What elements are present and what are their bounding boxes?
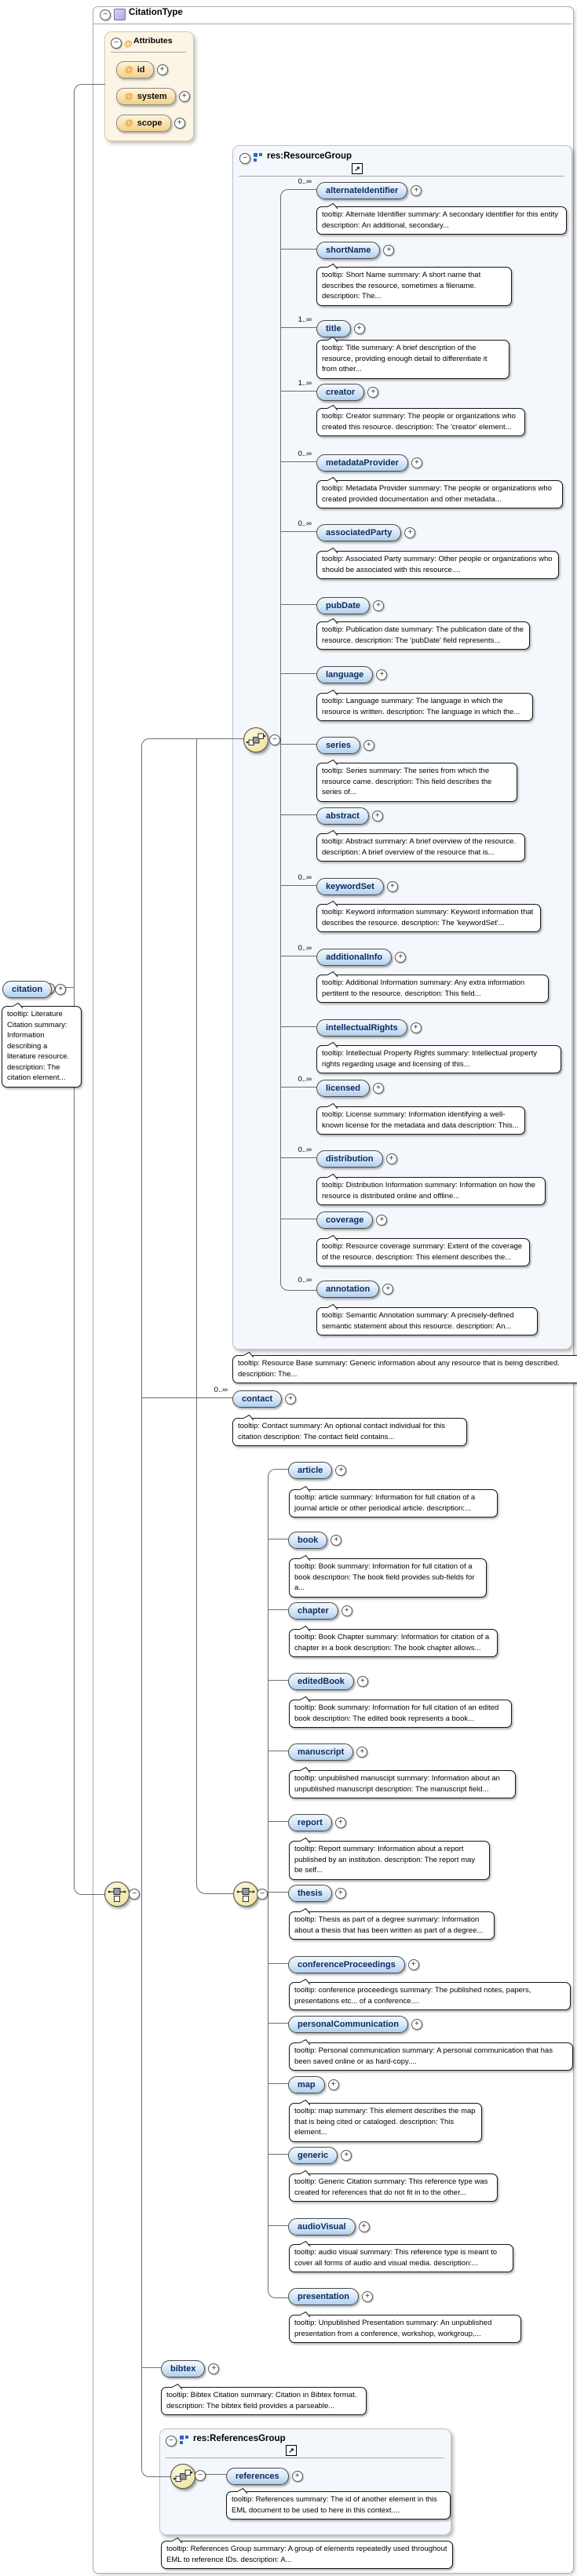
element-pill-presentation-label: presentation [298, 2292, 350, 2301]
attribute-pill-scope[interactable] [116, 115, 171, 132]
attribute-icon [124, 36, 133, 50]
tooltip-bubble: tooltip: Personal communication summary: A personal communication that has been saved online or as hard-copy.... [289, 2042, 573, 2071]
connector-line [141, 2367, 161, 2368]
element-pill-chapter-row [288, 1602, 352, 1620]
element-pill-licensed-label: licensed [326, 1084, 361, 1093]
expand-icon[interactable] [362, 2291, 373, 2302]
occurrence-label: 0..∞ [298, 1075, 312, 1084]
element-pill-thesis[interactable] [288, 1885, 332, 1902]
tooltip-bubble: tooltip: Book summary: Information for full citation of a book description: The book field provides sub-fields for a... [289, 1558, 487, 1598]
sequence-compositor-icon [104, 1882, 130, 1907]
element-pill-map-row [288, 2076, 339, 2093]
element-pill-alternateIdentifier-row [316, 182, 422, 199]
expand-icon[interactable] [335, 1465, 346, 1476]
tooltip-bubble: tooltip: Book summary: Information for full citation of an edited book description: The edited book represents a book... [289, 1700, 512, 1728]
attribute-pill-id-label: id [137, 65, 145, 75]
element-pill-abstract-label: abstract [326, 811, 360, 821]
element-pill-pubDate[interactable] [316, 597, 370, 614]
occurrence-label: 0..∞ [298, 1146, 312, 1154]
connector-line [74, 84, 105, 1895]
collapse-attributes-icon[interactable] [111, 38, 122, 49]
connector-line [280, 604, 316, 605]
tooltip-bubble: tooltip: Abstract summary: A brief overview of the resource. description: A brief overview of the resource that is... [316, 833, 525, 862]
open-resource-group-icon[interactable] [352, 163, 363, 174]
collapse-choice-icon[interactable] [257, 1889, 268, 1900]
tooltip-bubble: tooltip: Generic Citation summary: This reference type was created for references that do not fit in to the other... [289, 2173, 498, 2202]
tooltip-bubble: tooltip: Intellectual Property Rights summary: Intellectual property rights regarding usage and licensing of this... [316, 1045, 561, 1073]
expand-icon[interactable] [367, 387, 378, 398]
expand-icon[interactable] [376, 1215, 387, 1226]
expand-icon[interactable] [157, 64, 168, 75]
expand-icon[interactable] [411, 457, 422, 468]
citation-type-title: CitationType [129, 8, 183, 17]
element-pill-references-row [226, 2468, 303, 2485]
attribute-pill-scope-row [116, 115, 185, 132]
connector-line [268, 2083, 288, 2084]
element-pill-conferenceProceedings-label: conferenceProceedings [298, 1960, 396, 1969]
element-pill-audioVisual-row [288, 2218, 370, 2235]
expand-icon[interactable] [357, 1676, 368, 1687]
tooltip-bubble: tooltip: Thesis as part of a degree summary: Information about a thesis that has been written as part of a degree... [289, 1911, 495, 1940]
element-pill-annotation-label: annotation [326, 1284, 371, 1294]
expand-icon[interactable] [395, 952, 406, 963]
expand-icon[interactable] [411, 1022, 422, 1033]
expand-icon[interactable] [372, 811, 383, 822]
element-pill-shortName-row [316, 242, 394, 259]
tooltip-bubble: tooltip: Unpublished Presentation summary: An unpublished presentation from a conference, workshop, workgroup,... [289, 2315, 521, 2343]
element-pill-personalCommunication[interactable] [288, 2016, 408, 2033]
element-pill-pubDate-label: pubDate [326, 601, 360, 610]
element-pill-keywordSet-label: keywordSet [326, 882, 374, 891]
expand-icon[interactable] [408, 1959, 419, 1970]
tooltip-bubble: tooltip: Additional Information summary: Any extra information pertitent to the resource. description: This field... [316, 975, 549, 1003]
connector-line [280, 391, 316, 392]
element-pill-title-label: title [326, 324, 341, 333]
expand-icon[interactable] [411, 2019, 422, 2030]
element-pill-personalCommunication-row [288, 2016, 422, 2033]
expand-icon[interactable] [411, 185, 422, 196]
expand-icon[interactable] [341, 1605, 352, 1616]
element-pill-chapter[interactable] [288, 1602, 338, 1620]
element-pill-manuscript-label: manuscript [298, 1747, 345, 1757]
expand-icon[interactable] [373, 600, 384, 611]
complex-type-icon [114, 9, 126, 20]
element-pill-references-label: references [236, 2472, 279, 2481]
tooltip-bubble: tooltip: Creator summary: The people or organizations who created this resource. description: The 'creator' element... [316, 408, 525, 436]
element-pill-editedBook-label: editedBook [298, 1677, 345, 1686]
connector-line [280, 885, 316, 886]
element-pill-generic-label: generic [298, 2151, 329, 2160]
connector-line [280, 327, 316, 328]
occurrence-label: 0..∞ [298, 519, 312, 528]
element-pill-bibtex[interactable] [161, 2360, 205, 2377]
element-pill-manuscript[interactable] [288, 1743, 353, 1761]
element-pill-presentation[interactable] [288, 2288, 359, 2305]
group-icon [179, 2435, 189, 2445]
occurrence-label: 0..∞ [298, 873, 312, 882]
connector-line [280, 249, 316, 250]
resource-group-separator [239, 176, 564, 177]
element-pill-licensed-row [316, 1080, 384, 1097]
element-pill-creator-label: creator [326, 388, 356, 397]
connector-line [170, 738, 243, 739]
tooltip-bubble: tooltip: Contact summary: An optional contact individual for this citation description: The contact field contains... [232, 1418, 467, 1446]
connector-line [268, 2154, 288, 2155]
element-pill-coverage-label: coverage [326, 1215, 364, 1225]
occurrence-label: 0..∞ [298, 177, 312, 186]
element-pill-distribution-row [316, 1150, 397, 1168]
tooltip-bubble: tooltip: License summary: Information identifying a well-known license for the metadata and data description: This... [316, 1106, 525, 1135]
connector-line [268, 2023, 288, 2024]
element-pill-audioVisual-label: audioVisual [298, 2222, 346, 2232]
element-pill-abstract-row [316, 807, 383, 825]
connector-line [280, 189, 317, 1291]
element-pill-series-label: series [326, 741, 351, 750]
element-pill-presentation-row [288, 2288, 373, 2305]
element-pill-article-row [288, 1462, 346, 1479]
element-pill-title[interactable] [316, 320, 351, 337]
element-pill-keywordSet[interactable] [316, 878, 384, 895]
element-pill-contact-row [232, 1390, 296, 1408]
element-pill-intellectualRights-row [316, 1019, 422, 1037]
attribute-pill-id-row [116, 61, 168, 78]
tooltip-bubble: tooltip: Publication date summary: The publication date of the resource. description: The 'pubDate' field represents... [316, 621, 530, 650]
element-pill-generic-row [288, 2147, 352, 2164]
element-pill-creator[interactable] [316, 384, 364, 401]
tooltip-bubble: tooltip: References summary: The id of another element in this EML document to be used to here in this context.... [226, 2491, 451, 2520]
tooltip-bubble: tooltip: Alternate Identifier summary: A secondary identifier for this entity description: An additional, secondary... [316, 206, 567, 235]
attributes-separator [111, 52, 186, 53]
connector-line [268, 2225, 288, 2226]
element-pill-report-row [288, 1814, 346, 1831]
occurrence-label: 1..∞ [298, 315, 312, 324]
expand-icon[interactable] [386, 1153, 397, 1164]
attribute-pill-system[interactable] [116, 88, 176, 105]
element-pill-audioVisual[interactable] [288, 2218, 356, 2235]
tooltip-bubble: tooltip: Bibtex Citation summary: Citation in Bibtex format. description: The bibtex field provides a parseable... [161, 2387, 367, 2415]
element-pill-alternateIdentifier[interactable] [316, 182, 407, 199]
element-pill-metadataProvider-label: metadataProvider [326, 458, 399, 468]
connector-line [280, 1087, 316, 1088]
element-pill-annotation-row [316, 1281, 393, 1298]
attribute-pill-id[interactable] [116, 61, 154, 78]
expand-icon[interactable] [356, 1747, 367, 1758]
element-pill-citation[interactable] [2, 981, 52, 998]
connector-line [280, 744, 316, 745]
element-pill-intellectualRights[interactable] [316, 1019, 407, 1037]
tooltip-bubble: tooltip: Language summary: The language in which the resource is written. description: The language in which the... [316, 693, 533, 721]
expand-icon[interactable] [363, 740, 374, 751]
element-pill-article[interactable] [288, 1462, 332, 1479]
expand-icon[interactable] [387, 881, 398, 892]
connector-line [280, 1157, 316, 1158]
connector-line [205, 2474, 226, 2475]
element-pill-metadataProvider[interactable] [316, 454, 408, 472]
element-pill-additionalInfo[interactable] [316, 949, 392, 966]
open-references-group-icon[interactable] [286, 2445, 297, 2456]
element-pill-alternateIdentifier-label: alternateIdentifier [326, 186, 399, 195]
connector-line [280, 531, 316, 532]
tooltip-bubble: tooltip: References Group summary: A group of elements repeatedly used throughout EML to reference IDs. description: A... [161, 2541, 453, 2569]
element-pill-abstract[interactable] [316, 807, 369, 825]
tooltip-bubble: tooltip: Associated Party summary: Other people or organizations who should be associated with this resource.... [316, 551, 559, 579]
element-pill-bibtex-label: bibtex [170, 2364, 196, 2374]
occurrence-label: 0..∞ [298, 450, 312, 458]
expand-icon[interactable] [174, 118, 185, 129]
collapse-resource-group-icon[interactable] [239, 153, 250, 164]
element-pill-contact[interactable] [232, 1390, 282, 1408]
element-pill-language[interactable] [316, 666, 373, 683]
expand-icon[interactable] [404, 527, 415, 538]
element-pill-bibtex-row [161, 2360, 219, 2377]
tooltip-bubble: tooltip: Metadata Provider summary: The people or organizations who created provided documentation and other metadata... [316, 480, 563, 508]
occurrence-label: 1..∞ [298, 379, 312, 388]
occurrence-label: 0..∞ [298, 1276, 312, 1284]
tooltip-bubble: tooltip: map summary: This element describes the map that is being cited or cataloged. description: This element... [289, 2103, 482, 2142]
tooltip-bubble: tooltip: Distribution Information summary: Information on how the resource is distributed online and offline... [316, 1177, 546, 1205]
element-pill-conferenceProceedings[interactable] [288, 1956, 405, 1973]
expand-icon[interactable] [359, 2221, 370, 2232]
tooltip-bubble: tooltip: Title summary: A brief description of the resource, providing enough detail to differentiate it from other... [316, 340, 509, 379]
element-pill-manuscript-row [288, 1743, 367, 1761]
expand-icon[interactable] [376, 669, 387, 680]
occurrence-label: 0..∞ [214, 1386, 228, 1394]
references-group-compositor-icon [170, 2464, 195, 2489]
expand-icon[interactable] [335, 1817, 346, 1828]
connector-line [268, 1680, 288, 1681]
element-pill-additionalInfo-row [316, 949, 406, 966]
tooltip-bubble: tooltip: article summary: Information for full citation of a journal article or other periodical article. description:... [289, 1489, 498, 1518]
connector-line [268, 1821, 288, 1822]
connector-line [141, 1397, 232, 1398]
element-pill-map-label: map [298, 2080, 316, 2090]
expand-icon[interactable] [330, 1535, 341, 1546]
element-pill-associatedParty[interactable] [316, 524, 401, 541]
element-pill-citation-row [2, 981, 66, 998]
element-pill-coverage[interactable] [316, 1211, 373, 1229]
resource-group-compositor-icon [243, 727, 268, 752]
tooltip-bubble: tooltip: conference proceedings summary: The published notes, papers, presentations etc... of a conference.... [289, 1982, 571, 2010]
connector-line [141, 738, 171, 2477]
element-pill-thesis-label: thesis [298, 1889, 323, 1898]
collapse-citation-type-icon[interactable] [100, 9, 111, 20]
tooltip-bubble: tooltip: audio visual summary: This reference type is meant to cover all forms of audio and visual media. description:... [289, 2244, 513, 2272]
element-pill-personalCommunication-label: personalCommunication [298, 2020, 399, 2029]
expand-icon[interactable] [292, 2471, 303, 2482]
element-pill-additionalInfo-label: additionalInfo [326, 953, 383, 962]
element-pill-chapter-label: chapter [298, 1606, 329, 1616]
attribute-pill-system-label: system [137, 92, 167, 101]
element-pill-series[interactable] [316, 737, 360, 754]
element-pill-intellectualRights-label: intellectualRights [326, 1023, 398, 1033]
element-pill-series-row [316, 737, 374, 754]
connector-line [268, 1609, 288, 1610]
element-pill-editedBook[interactable] [288, 1673, 354, 1690]
element-pill-title-row [316, 320, 365, 337]
element-pill-citation-label: citation [12, 985, 43, 994]
expand-icon[interactable] [179, 91, 190, 102]
element-pill-references[interactable] [226, 2468, 289, 2485]
attribute-pill-scope-label: scope [137, 118, 163, 128]
collapse-resource-sequence-icon[interactable] [269, 734, 280, 745]
element-pill-shortName-label: shortName [326, 246, 371, 255]
connector-line [280, 673, 316, 674]
element-pill-distribution-label: distribution [326, 1154, 374, 1164]
tooltip-bubble: tooltip: Book Chapter summary: Information for citation of a chapter in a book description: The book chapter allows... [289, 1629, 498, 1657]
attribute-pill-system-row [116, 88, 190, 105]
references-group-title: res:ReferencesGroup [193, 2434, 286, 2443]
tooltip-bubble: tooltip: Resource Base summary: Generic information about any resource that is being described. description: The... [232, 1355, 577, 1383]
element-pill-book[interactable] [288, 1532, 327, 1549]
expand-icon[interactable] [285, 1394, 296, 1405]
element-pill-metadataProvider-row [316, 454, 422, 472]
element-pill-language-row [316, 666, 387, 683]
element-pill-generic[interactable] [288, 2147, 338, 2164]
expand-icon[interactable] [383, 245, 394, 256]
expand-icon[interactable] [208, 2363, 219, 2374]
tooltip-bubble: tooltip: Semantic Annotation summary: A precisely-defined semantic statement about this resource. description: An... [316, 1307, 538, 1335]
element-pill-thesis-row [288, 1885, 346, 1902]
element-pill-map[interactable] [288, 2076, 325, 2093]
element-pill-report[interactable] [288, 1814, 332, 1831]
expand-icon[interactable] [55, 984, 66, 995]
element-pill-book-label: book [298, 1536, 319, 1545]
choice-compositor-icon [233, 1882, 258, 1907]
expand-icon[interactable] [382, 1284, 393, 1295]
tooltip-bubble: tooltip: unpublished manuscipt summary: Information about an unpublished manuscript description: The manuscript field... [289, 1770, 516, 1798]
element-pill-associatedParty-label: associatedParty [326, 528, 393, 537]
expand-icon[interactable] [341, 2150, 352, 2161]
expand-icon[interactable] [335, 1888, 346, 1899]
attributes-title: Attributes [133, 36, 173, 46]
element-pill-editedBook-row [288, 1673, 368, 1690]
collapse-sequence-icon[interactable] [129, 1889, 140, 1900]
element-pill-distribution[interactable] [316, 1150, 383, 1168]
expand-icon[interactable] [373, 1083, 384, 1094]
element-pill-associatedParty-row [316, 524, 415, 541]
tooltip-bubble: tooltip: Literature Citation summary: Information describing a literature resource. description: The citation element... [2, 1006, 82, 1088]
tooltip-bubble: tooltip: Report summary: Information about a report published by an institution. description: The report may be self... [289, 1841, 490, 1880]
tooltip-bubble: tooltip: Resource coverage summary: Extent of the coverage of the resource. description: This element describes the... [316, 1238, 530, 1266]
tooltip-bubble: tooltip: Series summary: The series from which the resource came. description: This field describes the series of... [316, 763, 517, 802]
element-pill-language-label: language [326, 670, 364, 680]
group-icon [253, 152, 263, 162]
tooltip-bubble: tooltip: Keyword information summary: Keyword information that describes the resource. description: The 'keywordSet'... [316, 904, 541, 932]
connector-line [280, 1026, 316, 1027]
element-pill-conferenceProceedings-row [288, 1956, 419, 1973]
element-pill-shortName[interactable] [316, 242, 380, 259]
element-pill-annotation[interactable] [316, 1281, 379, 1298]
connector-line [268, 1963, 288, 1964]
element-pill-licensed[interactable] [316, 1080, 370, 1097]
element-pill-report-label: report [298, 1818, 323, 1827]
element-pill-coverage-row [316, 1211, 387, 1229]
element-pill-creator-row [316, 384, 378, 401]
element-pill-article-label: article [298, 1466, 323, 1475]
tooltip-bubble: tooltip: Short Name summary: A short name that describes the resource, sometimes a filename. description: The... [316, 267, 512, 306]
element-pill-contact-label: contact [242, 1394, 273, 1404]
expand-icon[interactable] [354, 323, 365, 334]
resource-group-title: res:ResourceGroup [267, 151, 352, 161]
connector-line [280, 814, 316, 815]
connector-line [268, 1892, 288, 1893]
connector-line [268, 1469, 289, 2298]
expand-icon[interactable] [328, 2079, 339, 2090]
connector-line [280, 461, 316, 462]
connector-line [196, 738, 234, 1894]
element-pill-book-row [288, 1532, 341, 1549]
element-pill-keywordSet-row [316, 878, 398, 895]
collapse-references-sequence-icon[interactable] [195, 2470, 206, 2481]
element-pill-pubDate-row [316, 597, 384, 614]
occurrence-label: 0..∞ [298, 944, 312, 953]
